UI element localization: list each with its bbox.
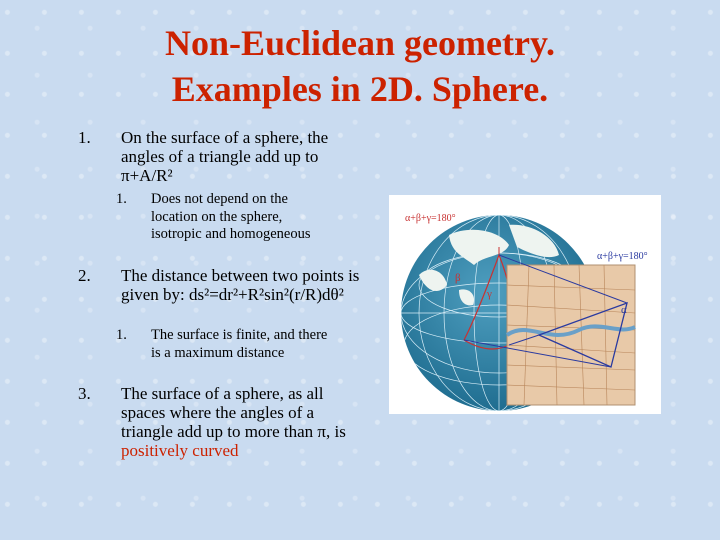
sub-item-text: Does not depend on the location on the sphere, isotropic and homogeneous [151,191,311,242]
item-number: 3. [78,384,91,403]
item-text: On the surface of a sphere, the angles of a triangle add up to π+A/R² [121,128,329,185]
slide-title [60,20,660,112]
item-number: 2. [78,266,91,285]
sphere-sum-label: α+β+γ=180° [405,213,456,224]
gamma-label: γ [487,288,492,300]
figure-svg [389,195,661,414]
sub-item-text: The surface is finite, and there is a maximum distance [151,327,328,361]
map-sum-label: α+β+γ=180° [597,251,648,262]
title-line-2: Examples in 2D. Sphere. [171,69,549,109]
item-text: The distance between two points is given by: ds²=dr²+R²sin²(r/R)dθ² [121,266,360,304]
sphere-triangle-figure [389,195,661,414]
beta-label: β [455,272,461,284]
item-text-plain: The surface of a sphere, as all spaces where the angles of a triangle add up to more than π, is [121,384,346,441]
sub-item-number: 1. [116,191,127,207]
highlight-text: positively curved [121,441,239,460]
title-line-1: Non-Euclidean geometry. [165,23,555,63]
sub-item-number: 1. [116,327,127,343]
alpha-label: α [621,304,627,316]
item-text [121,384,361,460]
item-number: 1. [78,128,91,147]
